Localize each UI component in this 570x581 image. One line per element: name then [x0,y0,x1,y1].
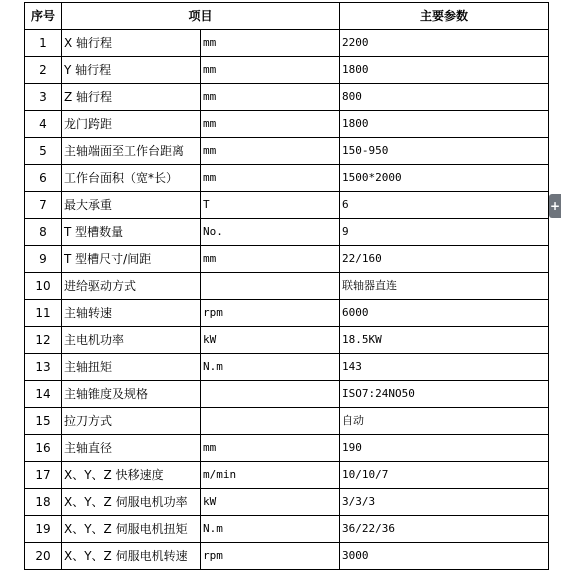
row-number: 7 [25,192,62,219]
row-item: X、Y、Z 伺服电机转速 [62,543,201,570]
row-item: 主电机功率 [62,327,201,354]
row-unit: kW [201,327,340,354]
row-unit [201,273,340,300]
plus-icon: + [549,199,561,213]
table-row [25,327,549,354]
row-item: X、Y、Z 快移速度 [62,462,201,489]
table-row [25,246,549,273]
row-number: 1 [25,30,62,57]
row-item: Z 轴行程 [62,84,201,111]
row-item: T 型槽尺寸/间距 [62,246,201,273]
table-row [25,165,549,192]
row-value: ISO7:24NO50 [340,381,549,408]
row-item: 拉刀方式 [62,408,201,435]
table-row [25,138,549,165]
row-number: 16 [25,435,62,462]
row-number: 2 [25,57,62,84]
row-value: 1800 [340,111,549,138]
row-unit: mm [201,435,340,462]
row-number: 10 [25,273,62,300]
table-row [25,30,549,57]
row-number: 15 [25,408,62,435]
row-item: 工作台面积（宽*长） [62,165,201,192]
row-number: 20 [25,543,62,570]
table-row [25,543,549,570]
row-unit: mm [201,138,340,165]
table-row [25,354,549,381]
row-value: 3000 [340,543,549,570]
row-value: 36/22/36 [340,516,549,543]
table-row [25,111,549,138]
row-number: 11 [25,300,62,327]
row-item: 主轴转速 [62,300,201,327]
row-unit [201,381,340,408]
table-row [25,435,549,462]
row-unit: mm [201,165,340,192]
table-row [25,57,549,84]
row-number: 6 [25,165,62,192]
table-row [25,489,549,516]
expand-tab[interactable] [549,194,561,218]
row-unit: mm [201,246,340,273]
table-row [25,273,549,300]
row-value: 自动 [340,408,549,435]
row-value: 1500*2000 [340,165,549,192]
header-row [25,3,549,30]
header-no: 序号 [25,3,62,30]
row-number: 9 [25,246,62,273]
row-number: 13 [25,354,62,381]
row-value: 2200 [340,30,549,57]
row-value: 1800 [340,57,549,84]
row-value: 22/160 [340,246,549,273]
row-value: 联轴器直连 [340,273,549,300]
table-row [25,408,549,435]
row-unit: mm [201,30,340,57]
row-value: 143 [340,354,549,381]
table-row [25,300,549,327]
row-item: 最大承重 [62,192,201,219]
row-number: 12 [25,327,62,354]
row-unit [201,408,340,435]
row-item: Y 轴行程 [62,57,201,84]
row-value: 18.5KW [340,327,549,354]
row-unit: mm [201,57,340,84]
row-unit: m/min [201,462,340,489]
row-value: 6000 [340,300,549,327]
row-number: 5 [25,138,62,165]
row-value: 800 [340,84,549,111]
row-number: 18 [25,489,62,516]
row-unit: kW [201,489,340,516]
row-item: X、Y、Z 伺服电机扭矩 [62,516,201,543]
row-item: 主轴直径 [62,435,201,462]
row-item: X 轴行程 [62,30,201,57]
header-param: 主要参数 [340,3,549,30]
row-item: 进给驱动方式 [62,273,201,300]
row-value: 190 [340,435,549,462]
row-unit: T [201,192,340,219]
spec-table [24,2,549,570]
row-value: 3/3/3 [340,489,549,516]
table-row [25,516,549,543]
table-row [25,219,549,246]
row-item: 主轴扭矩 [62,354,201,381]
row-number: 8 [25,219,62,246]
row-unit: N.m [201,516,340,543]
row-item: X、Y、Z 伺服电机功率 [62,489,201,516]
row-number: 19 [25,516,62,543]
table-row [25,192,549,219]
row-item: 主轴锥度及规格 [62,381,201,408]
row-value: 9 [340,219,549,246]
row-number: 14 [25,381,62,408]
row-unit: mm [201,84,340,111]
row-item: 主轴端面至工作台距离 [62,138,201,165]
row-number: 17 [25,462,62,489]
row-unit: No. [201,219,340,246]
row-unit: N.m [201,354,340,381]
row-number: 4 [25,111,62,138]
table-row [25,84,549,111]
row-value: 150-950 [340,138,549,165]
row-unit: rpm [201,543,340,570]
row-value: 6 [340,192,549,219]
row-number: 3 [25,84,62,111]
row-unit: mm [201,111,340,138]
row-unit: rpm [201,300,340,327]
row-item: T 型槽数量 [62,219,201,246]
row-item: 龙门跨距 [62,111,201,138]
header-item: 项目 [62,3,340,30]
table-row [25,381,549,408]
row-value: 10/10/7 [340,462,549,489]
table-row [25,462,549,489]
